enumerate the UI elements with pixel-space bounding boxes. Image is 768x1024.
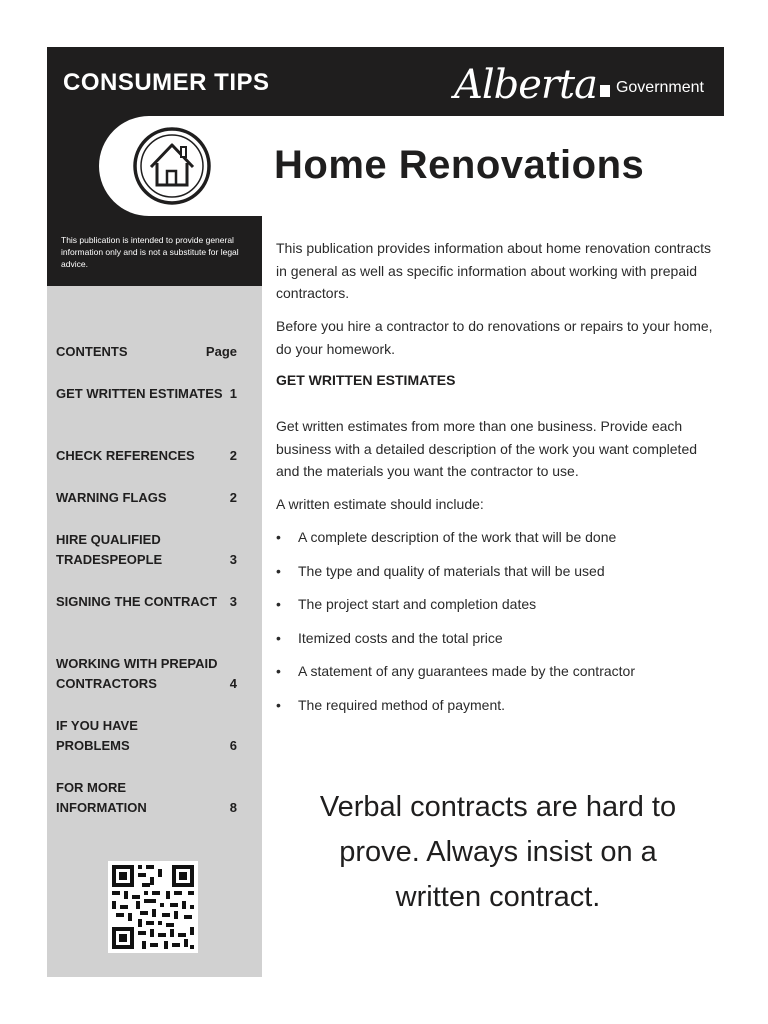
page-title: Home Renovations: [274, 143, 645, 187]
toc-item-title: SIGNING THE CONTRACT: [56, 594, 218, 609]
header-bar: [47, 47, 724, 116]
contents-label: CONTENTS: [56, 344, 128, 359]
intro-paragraph-2: Before you hire a contractor to do renovations or repairs to your home, do your homework.: [276, 318, 713, 357]
toc-item-page: 1: [229, 386, 237, 401]
logo-mark-icon: [600, 85, 610, 97]
toc-item-title: GET WRITTEN ESTIMATES: [56, 386, 223, 401]
toc-header: [56, 344, 237, 359]
left-dark-panel: [47, 116, 99, 216]
toc-item-check-references[interactable]: [56, 446, 237, 466]
toc-item-for-more-information[interactable]: [56, 778, 237, 818]
toc-item-signing-the-contract[interactable]: [56, 592, 237, 612]
estimates-paragraph: Get written estimates from more than one business. Provide each business with a detailed description of the work you want completed and the materials you want the contractor to use.: [276, 418, 698, 479]
toc-item-get-written-estimates[interactable]: [56, 384, 237, 404]
estimate-checklist: [276, 526, 716, 728]
toc-item-title: CHECK REFERENCES: [56, 448, 195, 463]
logo-government-text: Government: [615, 79, 704, 96]
toc-item-page: 3: [229, 552, 237, 567]
logo-script: Alberta: [453, 62, 597, 108]
list-item: • The required method of payment.: [276, 696, 506, 713]
toc-item-page: 4: [229, 676, 237, 691]
disclaimer-text: This publication is intended to provide general information only and is not a substitute for legal advice.: [61, 235, 239, 269]
toc-item-if-you-have-problems[interactable]: [56, 716, 237, 756]
toc-item-title: FOR MORE INFORMATION: [56, 780, 147, 815]
house-icon: [131, 125, 213, 207]
toc-item-page: 6: [229, 738, 237, 753]
qr-code-icon[interactable]: [108, 861, 198, 953]
callout-quote: Verbal contracts are hard to prove. Always insist on a written contract.: [319, 791, 677, 913]
series-title: CONSUMER TIPS: [63, 69, 270, 96]
list-item: • A complete description of the work that will be done: [276, 529, 617, 545]
toc-item-title: WORKING WITH PREPAID CONTRACTORS: [56, 656, 218, 691]
toc-item-page: 2: [229, 490, 237, 505]
page-label: Page: [205, 344, 237, 359]
section-heading-estimates: GET WRITTEN ESTIMATES: [276, 372, 456, 388]
contents-sidebar: [47, 286, 262, 977]
alberta-government-logo: [453, 59, 704, 108]
toc-item-page: 2: [229, 448, 237, 463]
toc-item-working-with-prepaid-contractors[interactable]: [56, 654, 237, 694]
list-item: • The project start and completion dates: [276, 596, 537, 613]
list-item: • Itemized costs and the total price: [276, 629, 503, 646]
toc-item-page: 3: [229, 594, 237, 609]
list-item: • The type and quality of materials that will be used: [276, 562, 605, 579]
disclaimer-box: [47, 216, 262, 286]
toc-item-title: HIRE QUALIFIED TRADESPEOPLE: [56, 532, 163, 567]
toc-item-hire-qualified-tradespeople[interactable]: [56, 530, 237, 570]
intro-paragraph: This publication provides information about home renovation contracts in general as well as specific information about working with prepaid contractors.: [276, 240, 712, 301]
toc-item-title: IF YOU HAVE PROBLEMS: [56, 718, 138, 753]
list-intro: A written estimate should include:: [276, 496, 484, 512]
toc-item-page: 8: [229, 800, 237, 815]
toc-item-title: WARNING FLAGS: [56, 490, 167, 505]
toc-item-warning-flags[interactable]: [56, 488, 237, 508]
list-item: • A statement of any guarantees made by the contractor: [276, 663, 635, 680]
